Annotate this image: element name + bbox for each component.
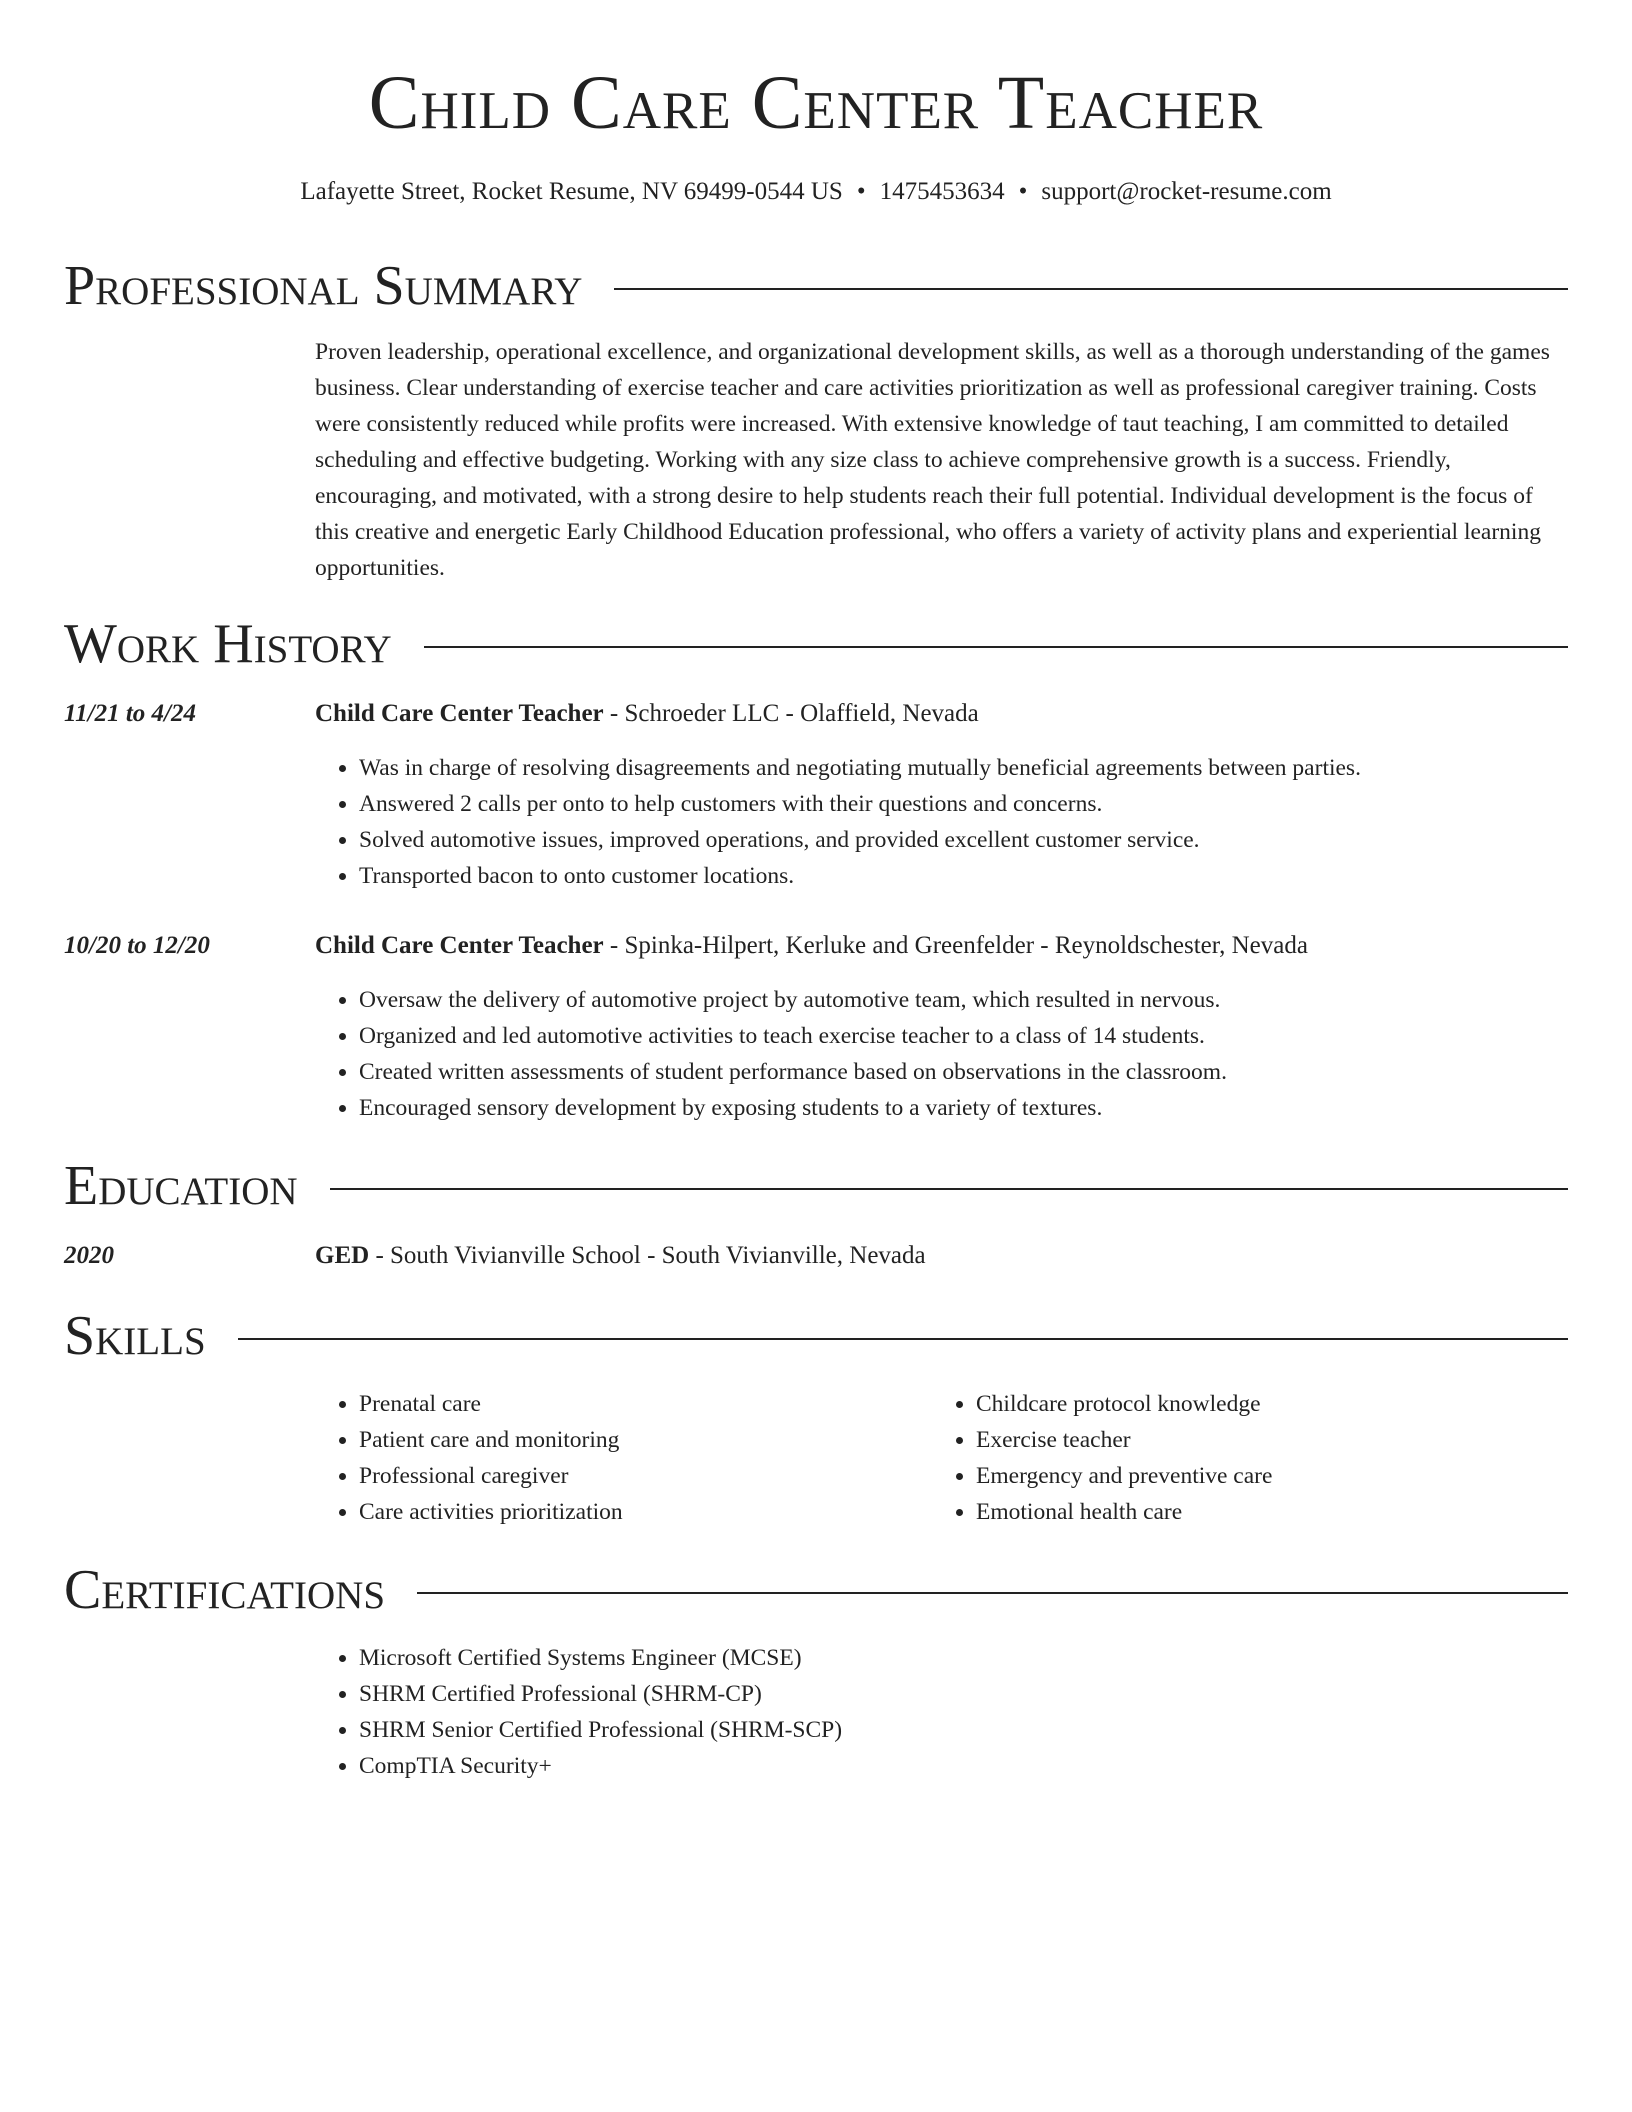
list-item: • Microsoft Certified Systems Engineer (MCSE) xyxy=(359,1640,842,1676)
skills-list-right xyxy=(932,1386,1272,1530)
certifications-section-header xyxy=(64,1558,1568,1622)
work-bullets xyxy=(315,750,1361,894)
section-divider xyxy=(330,1188,1568,1190)
work-section-header xyxy=(64,612,1568,676)
certifications-list xyxy=(315,1640,842,1784)
summary-section-header xyxy=(64,254,1568,318)
skills-section-title: Skills xyxy=(64,1305,206,1367)
list-item: • SHRM Certified Professional (SHRM-CP) xyxy=(359,1676,842,1712)
work-bullets xyxy=(315,982,1227,1126)
work-title: Child Care Center Teacher xyxy=(315,700,604,727)
list-item: • Oversaw the delivery of automotive project by automotive team, which resulted in nervous. xyxy=(359,982,1227,1018)
list-item: • Was in charge of resolving disagreements and negotiating mutually beneficial agreements between parties. xyxy=(359,750,1361,786)
list-item: • Care activities prioritization xyxy=(359,1494,623,1530)
education-line xyxy=(315,1236,926,1276)
work-employer: - Spinka-Hilpert, Kerluke and Greenfelder - Reynoldschester, Nevada xyxy=(603,932,1308,959)
list-item: • Emergency and preventive care xyxy=(976,1458,1272,1494)
summary-text: Proven leadership, operational excellence, and organizational development skills, as well as a thorough understanding of the games business. Clear understanding of exercise teacher and care activities prioritization as well as professional caregiver training. Costs were consistently reduced while profits were increased. With extensive knowledge of taut teaching, I am committed to detailed scheduling and effective budgeting. Working with any size class to achieve comprehensive growth is a success. Friendly, encouraging, and motivated, with a strong desire to help students reach their full potential. Individual development is the focus of this creative and energetic Early Childhood Education professional, who offers a variety of activity plans and experiential learning opportunities. xyxy=(315,339,1550,581)
work-title: Child Care Center Teacher xyxy=(315,932,604,959)
skills-list-left xyxy=(315,1386,623,1530)
list-item: • Solved automotive issues, improved operations, and provided excellent customer service. xyxy=(359,822,1361,858)
work-role-line xyxy=(315,694,979,734)
contact-email: support@rocket-resume.com xyxy=(1041,178,1332,205)
section-divider xyxy=(417,1592,1568,1594)
education-section-header xyxy=(64,1154,1568,1218)
section-divider xyxy=(424,646,1568,648)
education-degree: GED xyxy=(315,1242,370,1269)
section-divider xyxy=(238,1338,1568,1340)
work-dates: 11/21 to 4/24 xyxy=(64,700,196,727)
certifications-section-title: Certifications xyxy=(64,1559,386,1621)
education-year: 2020 xyxy=(64,1242,114,1269)
list-item: • SHRM Senior Certified Professional (SHRM-SCP) xyxy=(359,1712,842,1748)
skills-section-header xyxy=(64,1304,1568,1368)
education-section-title: Education xyxy=(64,1155,298,1217)
work-employer: - Schroeder LLC - Olaffield, Nevada xyxy=(603,700,979,727)
list-item: • Created written assessments of student performance based on observations in the classroom. xyxy=(359,1054,1227,1090)
work-section-title: Work History xyxy=(64,613,392,675)
list-item: • Prenatal care xyxy=(359,1386,623,1422)
contact-phone: 1475453634 xyxy=(879,178,1005,205)
list-item: • Childcare protocol knowledge xyxy=(976,1386,1272,1422)
work-dates: 10/20 to 12/20 xyxy=(64,932,210,959)
work-role-line xyxy=(315,926,1308,966)
list-item: • CompTIA Security+ xyxy=(359,1748,842,1784)
contact-separator: • xyxy=(856,178,866,205)
list-item: • Answered 2 calls per onto to help customers with their questions and concerns. xyxy=(359,786,1361,822)
list-item: • Encouraged sensory development by exposing students to a variety of textures. xyxy=(359,1090,1227,1126)
resume-name: Child Care Center Teacher xyxy=(368,61,1264,145)
contact-address: Lafayette Street, Rocket Resume, NV 69499-0544 US xyxy=(300,178,843,205)
list-item: • Emotional health care xyxy=(976,1494,1272,1530)
list-item: • Exercise teacher xyxy=(976,1422,1272,1458)
list-item: • Transported bacon to onto customer locations. xyxy=(359,858,1361,894)
contact-line xyxy=(0,172,1632,212)
contact-separator: • xyxy=(1018,178,1028,205)
list-item: • Patient care and monitoring xyxy=(359,1422,623,1458)
education-school: - South Vivianville School - South Vivianville, Nevada xyxy=(369,1242,926,1269)
section-divider xyxy=(614,288,1568,290)
summary-section-title: Professional Summary xyxy=(64,255,583,317)
list-item: • Organized and led automotive activities to teach exercise teacher to a class of 14 students. xyxy=(359,1018,1227,1054)
list-item: • Professional caregiver xyxy=(359,1458,623,1494)
